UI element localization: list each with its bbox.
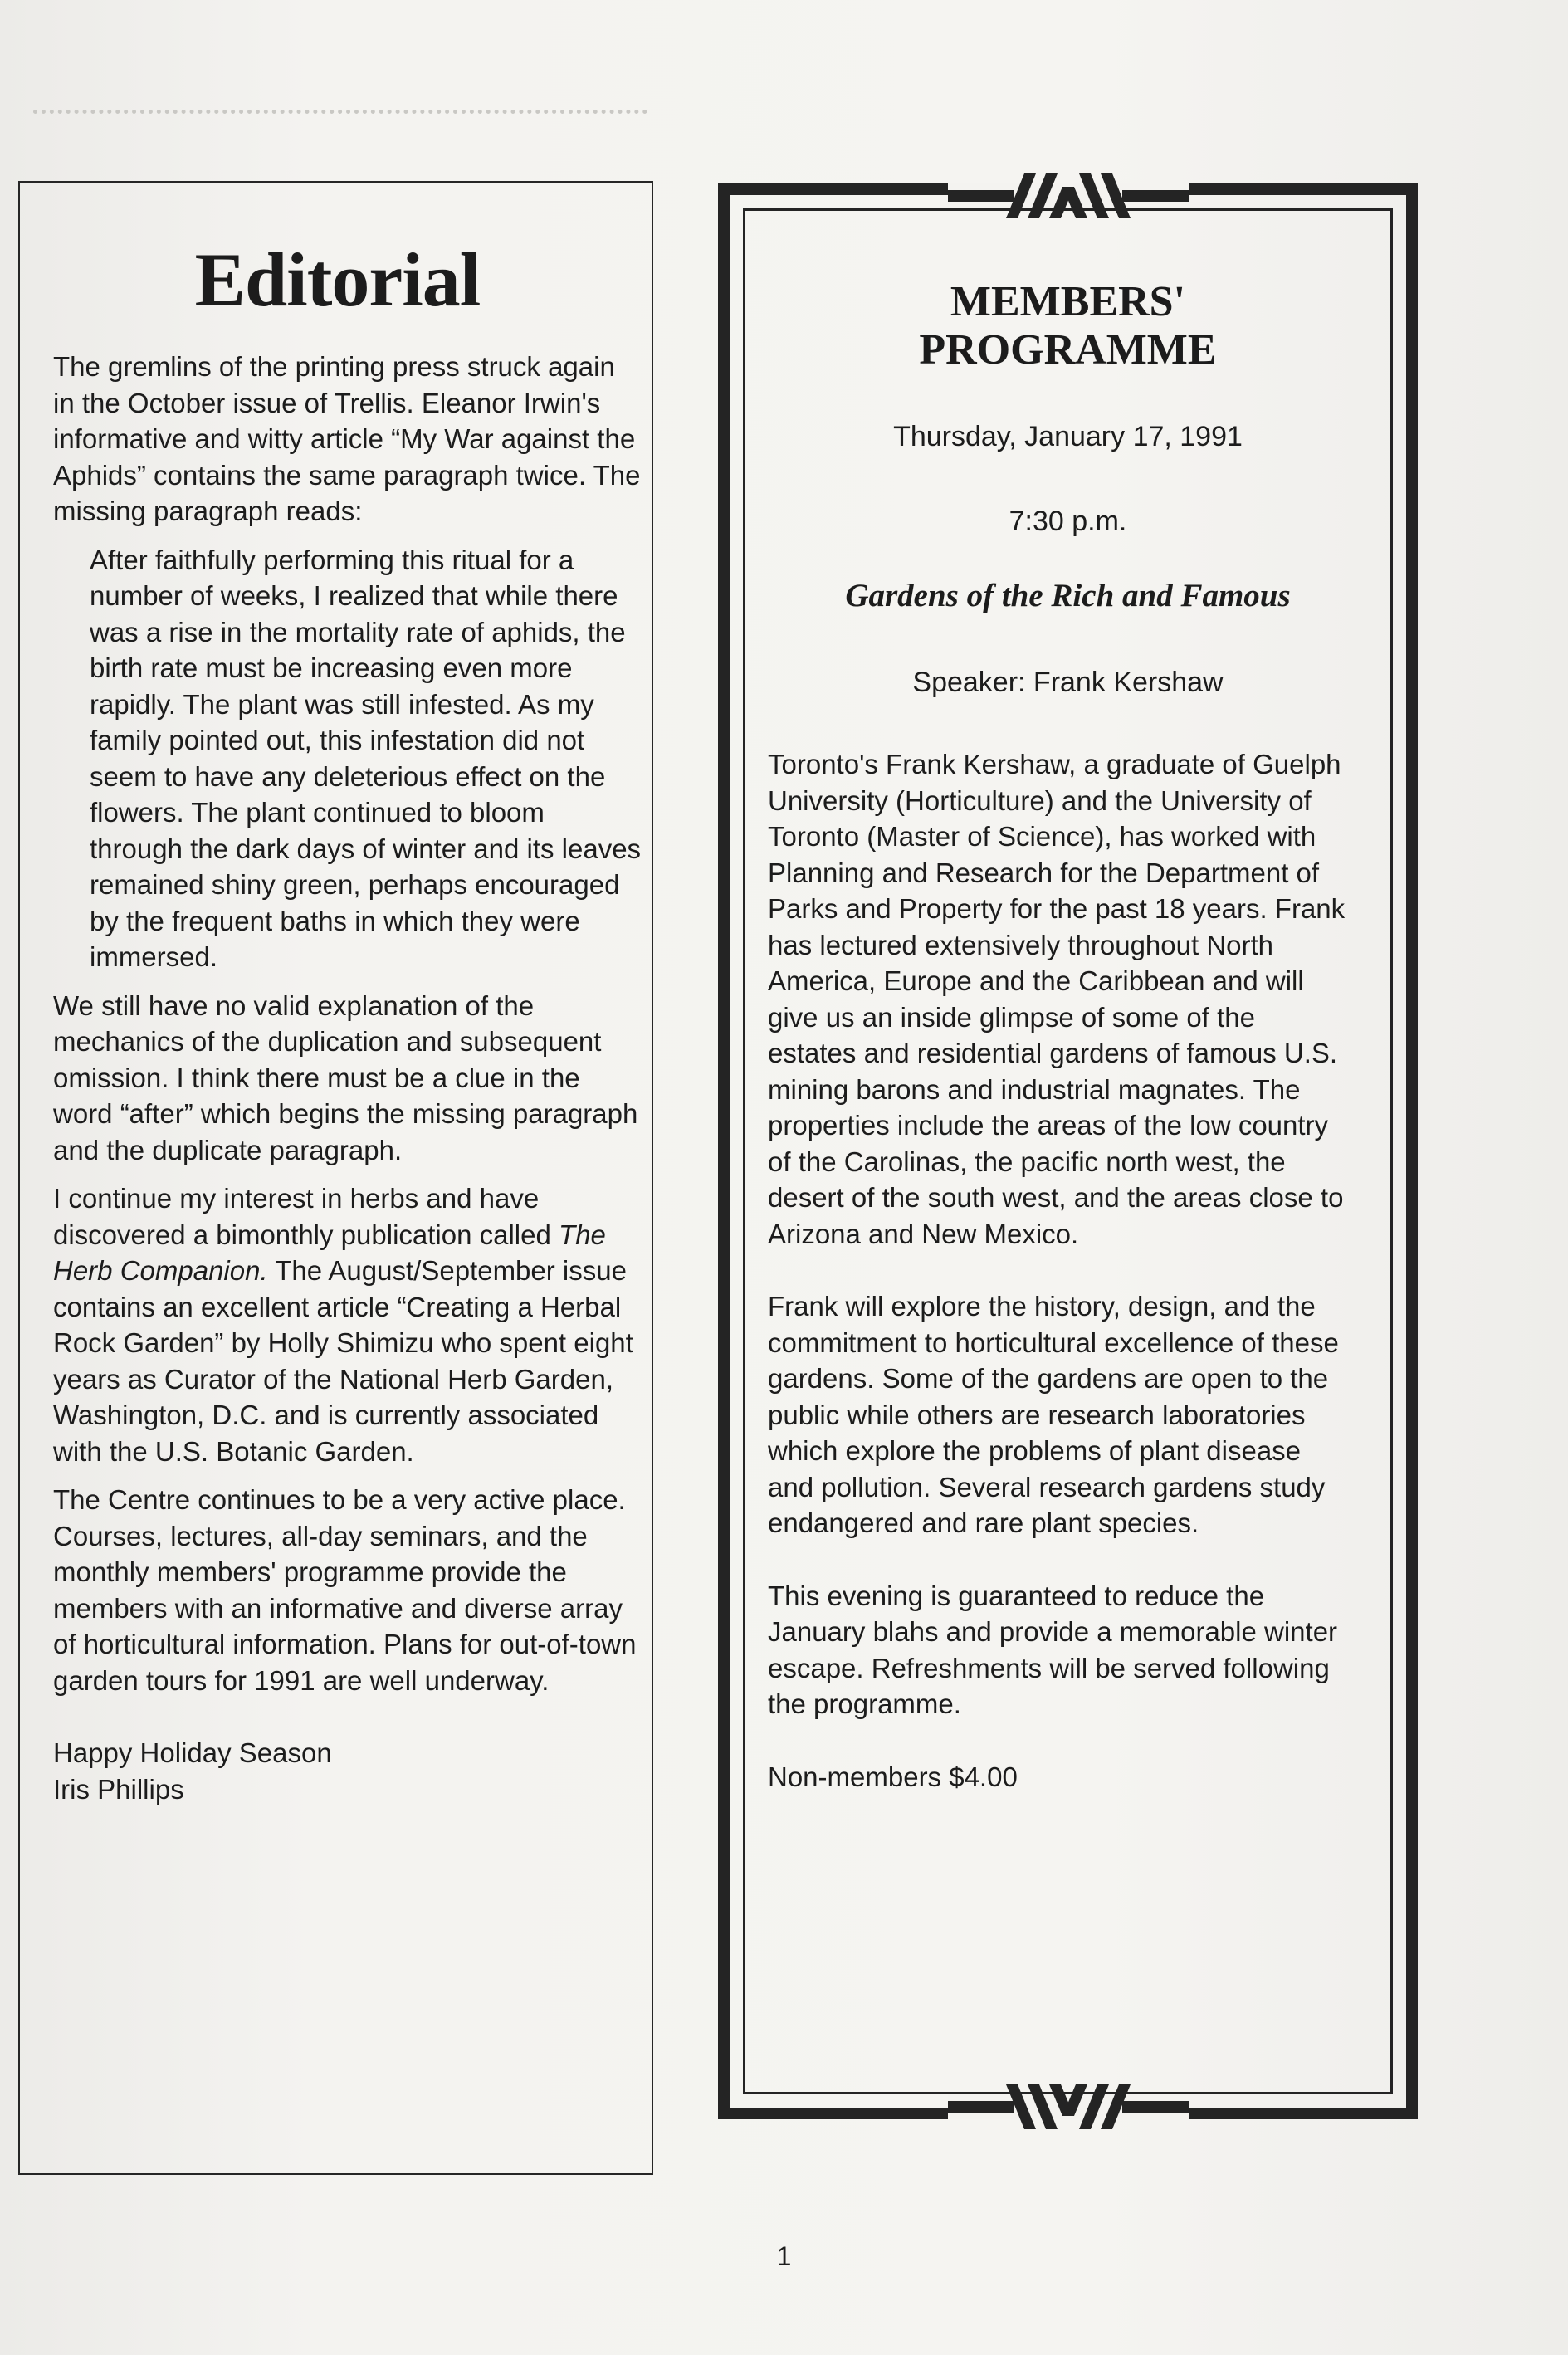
programme-paragraph-2: Frank will explore the history, design, and the commitment to horticultural excellence of these gardens. Some of the gardens are open to the public while others are research laboratories which explore the problems of plant disease and pollution. Several research gardens study endangered and rare plant species. [768, 1291, 1339, 1538]
programme-paragraph-1: Toronto's Frank Kershaw, a graduate of Guelph University (Horticulture) and the University of Toronto (Master of Science), has worked with Planning and Research for the Department of Parks and Property for the past 18 years. Frank has lectured extensively throughout North America, Europe and the Caribbean and will give us an inside glimpse of some of the estates and residential gardens of famous U.S. mining barons and industrial magnates. The properties include the areas of the low country of the Carolinas, the pacific north west, the desert of the south west, and the areas close to Arizona and New Mexico. [768, 749, 1346, 1249]
programme-description [768, 746, 1349, 1831]
publication-title: The Herb Companion. [53, 1219, 606, 1286]
editorial-paragraph-3-end: The August/September issue contains an excellent article “Creating a Herbal Rock Garden” by Holly Shimizu who spent eight years as Curator of the National Herb Garden, Washington, D.C. and is currently associated with the U.S. Botanic Garden. [53, 1255, 633, 1467]
editorial-intro: The gremlins of the printing press struck again in the October issue of Trellis. Eleanor Irwin's informative and witty article “My War against the Aphids” contains the same paragraph twice. The missing paragraph reads: [53, 351, 641, 526]
zigzag-ornament-top-icon [948, 170, 1189, 222]
editorial-paragraph-2: We still have no valid explanation of the mechanics of the duplication and subsequent omission. I think there must be a clue in the word “after” which begins the missing paragraph and the duplicate paragraph. [53, 989, 638, 1165]
zigzag-ornament-bottom-icon [948, 2081, 1189, 2133]
event-date: Thursday, January 17, 1991 [893, 421, 1243, 452]
members-programme-frame [718, 183, 1418, 2119]
editorial-body [53, 349, 642, 1820]
closing-greeting: Happy Holiday Season [53, 1737, 332, 1768]
editorial-signoff [53, 1735, 642, 1807]
editorial-missing-paragraph-quote: After faithfully performing this ritual for a number of weeks, I realized that while there was a rise in the mortality rate of aphids, the birth rate must be increasing even more rapidly. The plant was still infested. As my family pointed out, this infestation did not seem to have any deleterious effect on the flowers. The plant continued to bloom through the dark days of winter and its leaves remained shiny green, perhaps encouraged by the frequent baths in which they were immersed. [90, 544, 642, 972]
author-signature: Iris Phillips [53, 1773, 184, 1805]
event-time: 7:30 p.m. [1009, 506, 1127, 537]
editorial-paragraph-4: The Centre continues to be a very active place. Courses, lectures, all-day seminars, and the monthly members' programme provide the members with an informative and diverse array of horticultural information. Plans for out-of-town garden tours for 1991 are well underway. [53, 1484, 637, 1696]
programme-title-line-1: MEMBERS' [950, 278, 1186, 325]
programme-title [730, 278, 1406, 374]
programme-title-line-2: PROGRAMME [919, 326, 1217, 374]
editorial-paragraph-3 [53, 1180, 642, 1469]
programme-paragraph-3: This evening is guaranteed to reduce the January blahs and provide a memorable winter escape. Refreshments will be served following the programme. [768, 1580, 1338, 1719]
page-number: 1 [776, 2241, 792, 2271]
editorial-column [18, 181, 653, 2175]
editorial-paragraph-3-start: I continue my interest in herbs and have discovered a bimonthly publication called [53, 1183, 559, 1250]
non-member-fee: Non-members $4.00 [768, 1761, 1018, 1792]
event-title: Gardens of the Rich and Famous [845, 578, 1291, 613]
event-speaker: Speaker: Frank Kershaw [912, 667, 1224, 698]
editorial-title: Editorial [194, 237, 481, 322]
dotted-rule [33, 110, 647, 114]
